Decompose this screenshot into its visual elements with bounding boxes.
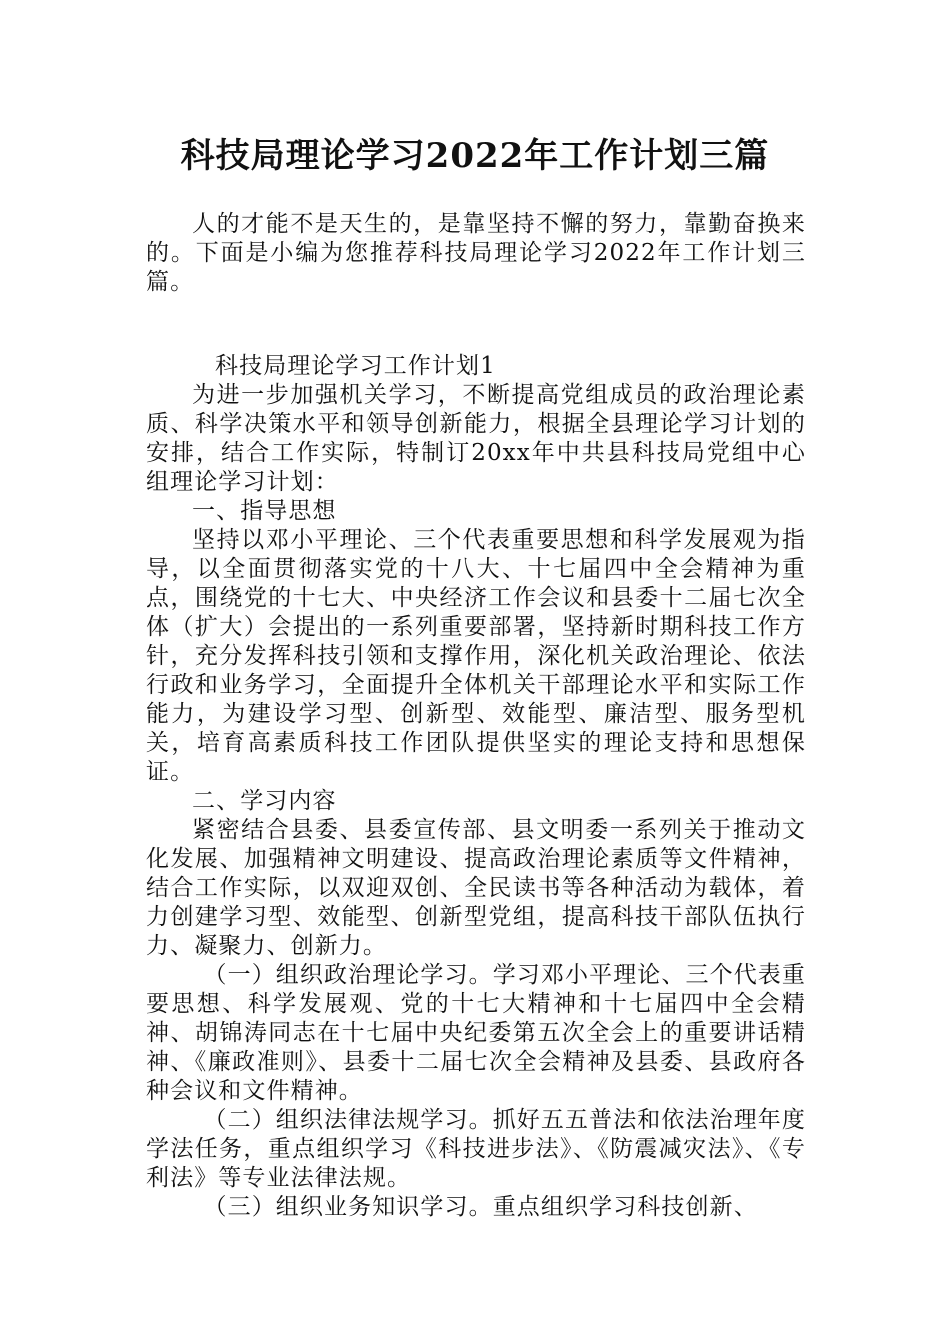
- plan-section: [146, 352, 806, 1222]
- item-political-theory: （一）组织政治理论学习。学习邓小平理论、三个代表重要思想、科学发展观、党的十七大精神和十七届四中全会精神、胡锦涛同志在十七届中央纪委第五次全会上的重要讲话精神、《廉政准则》、县委十二届七次全会精神及县委、县政府各种会议和文件精神。: [146, 962, 806, 1104]
- item-laws-regulations: （二）组织法律法规学习。抓好五五普法和依法治理年度学法任务，重点组织学习《科技进步法》、《防震减灾法》、《专利法》等专业法律法规。: [146, 1107, 806, 1191]
- document-title: 科技局理论学习2022年工作计划三篇: [180, 136, 770, 176]
- paragraph-purpose: 为进一步加强机关学习，不断提高党组成员的政治理论素质、科学决策水平和领导创新能力，根据全县理论学习计划的安排，结合工作实际，特制订20xx年中共县科技局党组中心组理论学习计划：: [146, 382, 806, 495]
- heading-guiding-ideology: 一、指导思想: [192, 498, 337, 524]
- intro-section: [146, 210, 806, 297]
- intro-paragraph: 人的才能不是天生的，是靠坚持不懈的努力，靠勤奋换来的。下面是小编为您推荐科技局理论学习2022年工作计划三篇。: [146, 211, 806, 295]
- paragraph-study-content: 紧密结合县委、县委宣传部、县文明委一系列关于推动文化发展、加强精神文明建设、提高政治理论素质等文件精神，结合工作实际，以双迎双创、全民读书等各种活动为载体，着力创建学习型、效能型、创新型党组，提高科技干部队伍执行力、凝聚力、创新力。: [146, 817, 806, 959]
- heading-study-content: 二、学习内容: [192, 788, 337, 814]
- item-business-knowledge: （三）组织业务知识学习。重点组织学习科技创新、: [203, 1194, 758, 1220]
- paragraph-guiding-ideology: 坚持以邓小平理论、三个代表重要思想和科学发展观为指导，以全面贯彻落实党的十八大、十七届四中全会精神为重点，围绕党的十七大、中央经济工作会议和县委十二届七次全体（扩大）会提出的一系列重要部署，坚持新时期科技工作方针，充分发挥科技引领和支撑作用，深化机关政治理论、依法行政和业务学习，全面提升全体机关干部理论水平和实际工作能力，为建设学习型、创新型、效能型、廉洁型、服务型机关，培育高素质科技工作团队提供坚实的理论支持和思想保证。: [146, 527, 806, 785]
- plan-title: 科技局理论学习工作计划1: [215, 353, 496, 379]
